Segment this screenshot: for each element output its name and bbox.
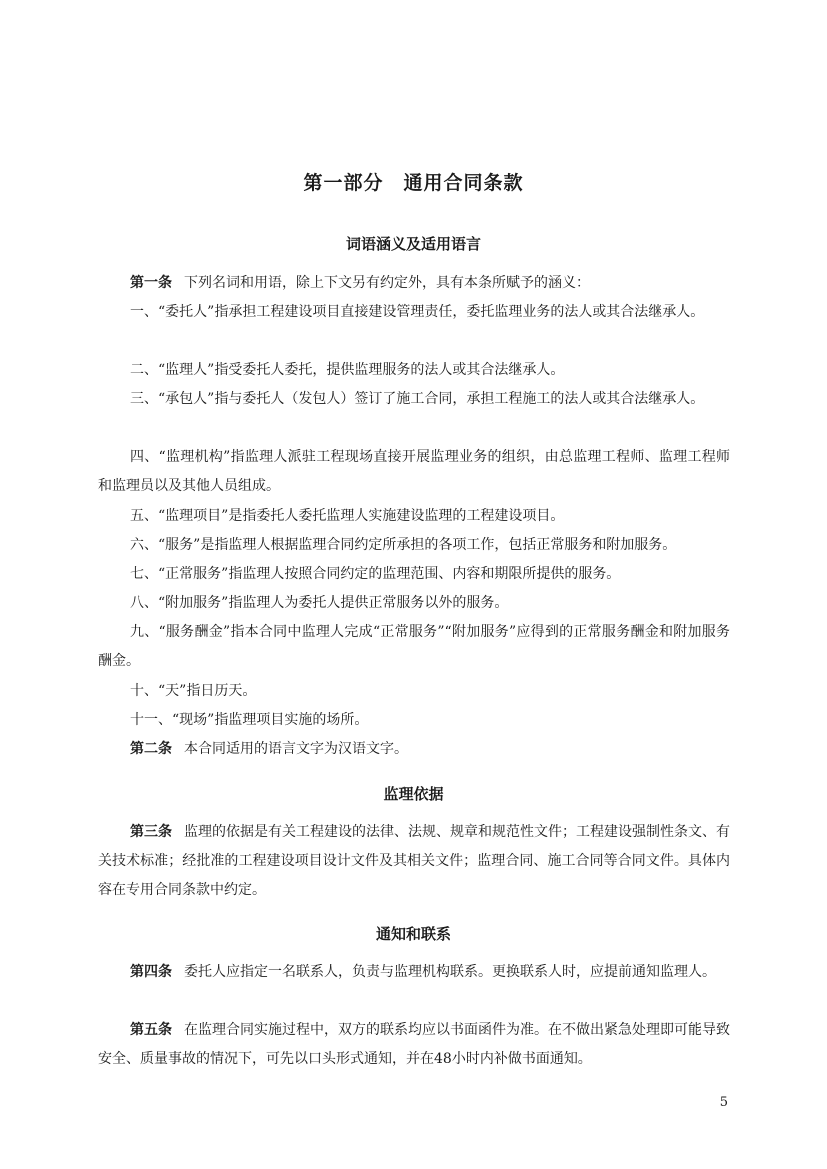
definition-item-10: 十、“天”指日历天。 [130, 683, 257, 699]
article-3 [98, 818, 730, 905]
section-title-basis: 监理依据 [383, 785, 444, 803]
part-title: 第一部分 通用合同条款 [303, 172, 524, 194]
article-1-lead: 第一条 [130, 275, 172, 291]
article-5-lead: 第五条 [130, 1022, 172, 1038]
article-1 [98, 269, 730, 298]
section-title-notice: 通知和联系 [375, 925, 451, 943]
article-4-lead: 第四条 [130, 964, 172, 980]
section-title-definitions: 词语涵义及适用语言 [345, 235, 481, 253]
article-2-text: 本合同适用的语言文字为汉语文字。 [184, 741, 408, 757]
article-4-text: 委托人应指定一名联系人，负责与监理机构联系。更换联系人时，应提前通知监理人。 [184, 964, 716, 980]
definition-item-9: 九、“服务酬金”指本合同中监理人完成“正常服务”“附加服务”应得到的正常服务酬金和附加服务酬金。 [98, 624, 730, 669]
definition-item-2: 二、“监理人”指受委托人委托，提供监理服务的法人或其合法继承人。 [130, 362, 565, 378]
definition-item-3: 三、“承包人”指与委托人（发包人）签订了施工合同，承担工程施工的法人或其合法继承人。 [130, 391, 705, 407]
article-1-text: 下列名词和用语，除上下文另有约定外，具有本条所赋予的涵义： [184, 275, 590, 291]
definition-item-6: 六、“服务”是指监理人根据监理合同约定所承担的各项工作，包括正常服务和附加服务。 [130, 537, 677, 553]
article-3-text: 监理的依据是有关工程建设的法律、法规、规章和规范性文件；工程建设强制性条文、有关技术标准；经批准的工程建设项目设计文件及其相关文件；监理合同、施工合同等合同文件。具体内容在专用合同条款中约定。 [98, 824, 730, 898]
article-3-lead: 第三条 [130, 824, 172, 840]
definition-item-8: 八、“附加服务”指监理人为委托人提供正常服务以外的服务。 [130, 595, 509, 611]
definition-item-1: 一、“委托人”指承担工程建设项目直接建设管理责任，委托监理业务的法人或其合法继承人。 [130, 304, 705, 320]
article-5-text: 在监理合同实施过程中，双方的联系均应以书面函件为准。在不做出紧急处理即可能导致安全、质量事故的情况下，可先以口头形式通知，并在48小时内补做书面通知。 [98, 1022, 730, 1067]
article-5 [98, 1016, 730, 1074]
definition-item-7: 七、“正常服务”指监理人按照合同约定的监理范围、内容和期限所提供的服务。 [130, 566, 621, 582]
page-number: 5 [719, 1095, 728, 1110]
definition-item-11: 十一、“现场”指监理项目实施的场所。 [130, 712, 369, 728]
article-4 [98, 958, 730, 987]
article-2-lead: 第二条 [130, 741, 172, 757]
article-2 [98, 735, 730, 764]
definition-item-4: 四、“监理机构”指监理人派驻工程现场直接开展监理业务的组织，由总监理工程师、监理工程师和监理员以及其他人员组成。 [98, 449, 730, 494]
definition-item-5: 五、“监理项目”是指委托人委托监理人实施建设监理的工程建设项目。 [130, 508, 565, 524]
